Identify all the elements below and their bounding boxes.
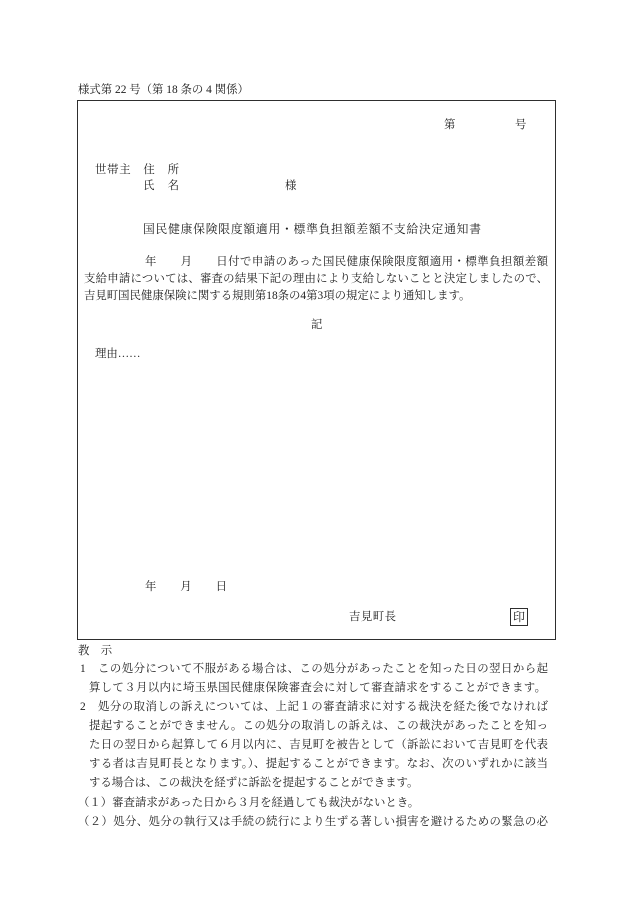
- instruction-heading: 教 示: [78, 645, 113, 657]
- instruction-line: （２）処分、処分の執行又は手続の続行により生ずる著しい損害を避けるための緊急の必: [78, 816, 548, 828]
- ki-mark: 記: [311, 319, 323, 331]
- notice-body-line: 吉見町国民健康保険に関する規則第18条の4第3項の規定により通知します。: [84, 290, 471, 302]
- instruction-line: 1 この処分について不服がある場合は、この処分があったことを知った日の翌日から起: [80, 663, 548, 675]
- instruction-line: 2 処分の取消しの訴えについては、上記１の審査請求に対する裁決を経た後でなければ: [80, 701, 548, 713]
- form-number: 様式第 22 号（第 18 条の 4 関係）: [78, 84, 249, 96]
- notice-box: [77, 100, 556, 640]
- instruction-line: （１）審査請求があった日から３月を経過しても裁決がないとき。: [78, 797, 420, 809]
- reason-label: 理由……: [95, 348, 141, 360]
- instruction-line: する者は吉見町長となります。）、提起することができます。なお、次のいずれかに該当: [89, 758, 548, 770]
- address-label: 世帯主 住 所: [95, 164, 179, 176]
- seal-mark: 印: [510, 608, 528, 626]
- instruction-line: 算して３月以内に埼玉県国民健康保険審査会に対して審査請求をすることができます。: [89, 682, 546, 694]
- honorific: 様: [285, 180, 297, 192]
- instruction-line: た日の翌日から起算して６月以内に、吉見町を被告として（訴訟において吉見町を代表: [89, 739, 548, 751]
- instruction-line: 提起することができません。この処分の取消しの訴えは、この裁決があったことを知っ: [89, 720, 548, 732]
- notice-body-line: 年 月 日付で申請のあった国民健康保険限度額適用・標準負担額差額: [145, 256, 548, 268]
- notice-number-prefix: 第: [444, 119, 456, 131]
- name-label: 氏 名: [143, 180, 179, 192]
- issuer-name: 吉見町長: [349, 611, 396, 623]
- date-line: 年 月 日: [145, 581, 227, 593]
- notice-title: 国民健康保険限度額適用・標準負担額差額不支給決定通知書: [143, 222, 481, 236]
- instruction-line: する場合は、この裁決を経ずに訴訟を提起することができます。: [89, 777, 419, 789]
- notice-body-line: 支給申請については、審査の結果下記の理由により支給しないことと決定しましたので、: [84, 273, 548, 285]
- notice-number-suffix: 号: [515, 119, 527, 131]
